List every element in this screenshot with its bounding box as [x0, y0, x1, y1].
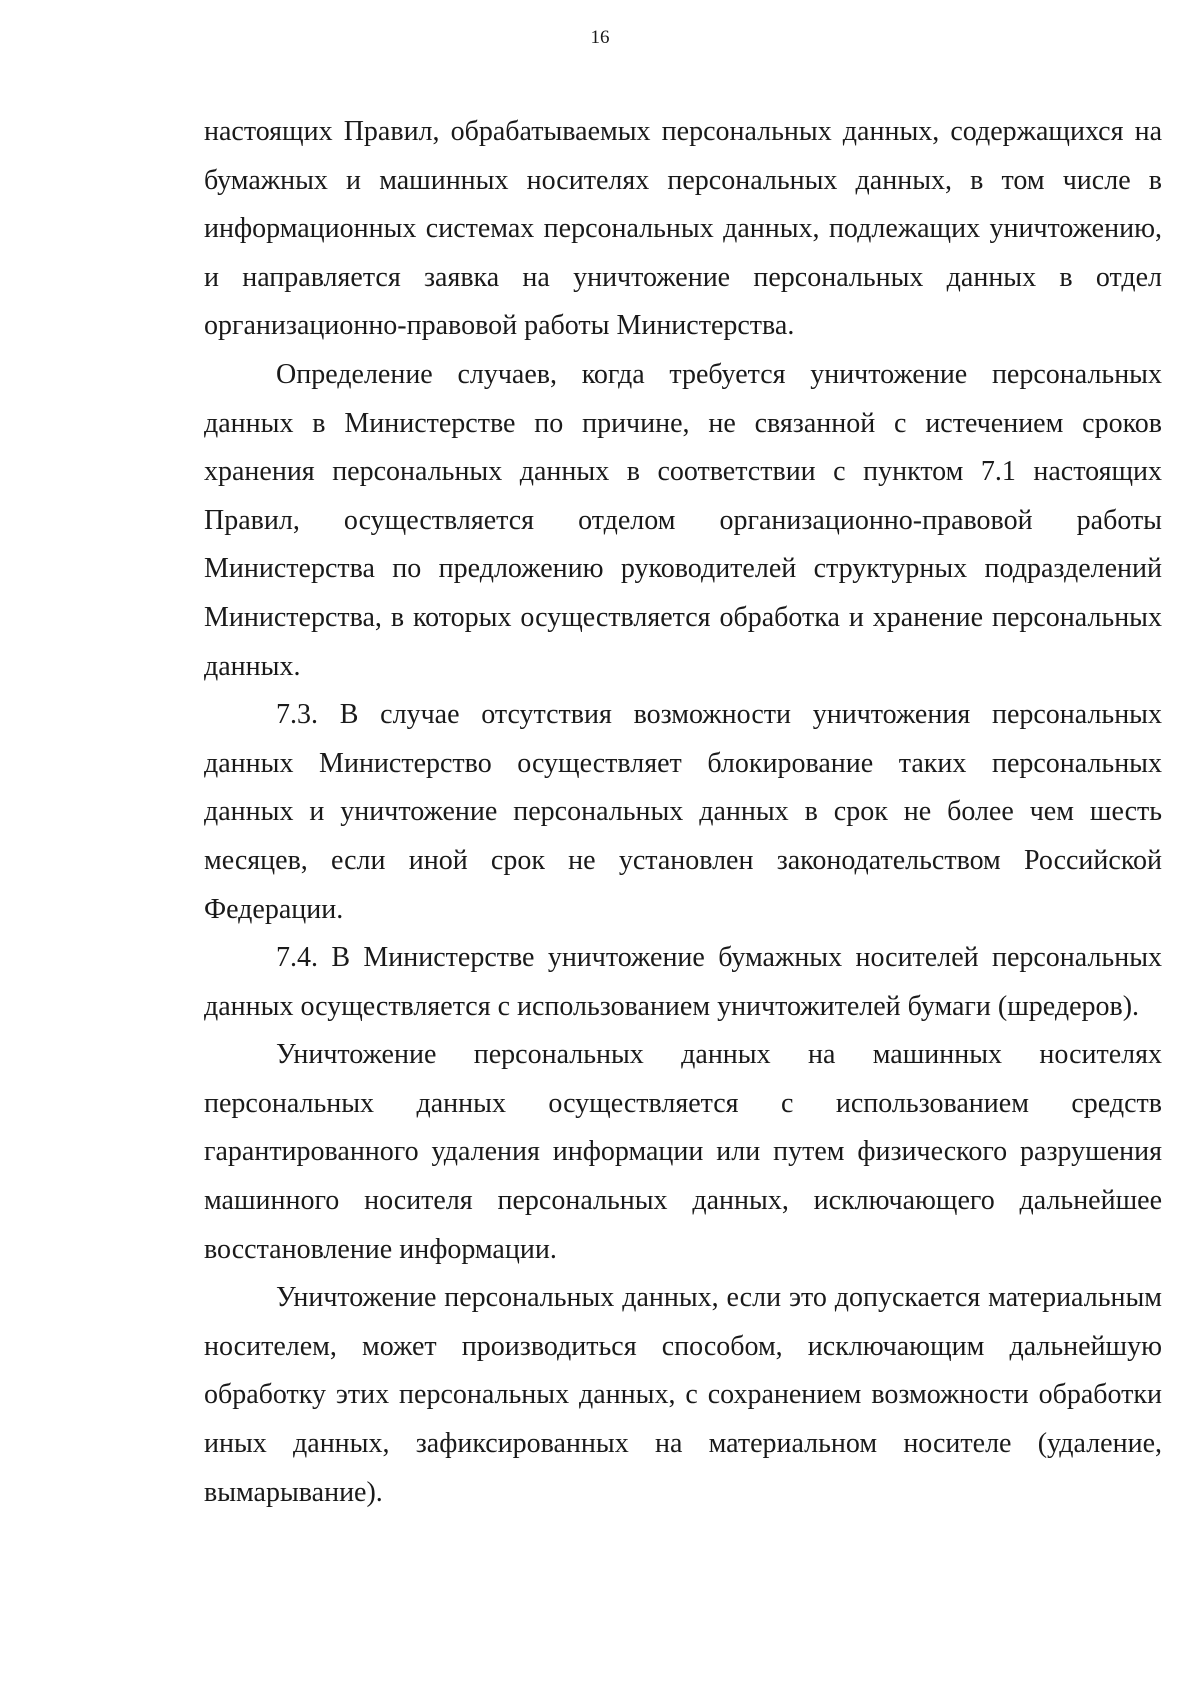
paragraph-7-3: 7.3. В случае отсутствия возможности уничтожения персональных данных Министерство осуществляет блокирование таких персональных данных и уничтожение персональных данных в срок не более чем шесть месяцев, если иной срок не установлен законодательством Российской Федерации.	[204, 699, 1162, 925]
paragraph-machine-media: Уничтожение персональных данных на машинных носителях персональных данных осуществляется с использованием средств гарантированного удаления информации или путем физического разрушения машинного носителя персональных данных, исключающего дальнейшее восстановление информации.	[204, 1039, 1162, 1265]
paragraph-destruction-cases: Определение случаев, когда требуется уничтожение персональных данных в Министерстве по причине, не связанной с истечением сроков хранения персональных данных в соответствии с пунктом 7.1 настоящих Правил, осуществляется отделом организационно-правовой работы Министерства по предложению руководителей структурных подразделений Министерства, в которых осуществляется обработка и хранение персональных данных.	[204, 358, 1162, 682]
document-body	[204, 108, 1162, 1517]
paragraph-material-media: Уничтожение персональных данных, если это допускается материальным носителем, может производиться способом, исключающим дальнейшую обработку этих персональных данных, с сохранением возможности обработки иных данных, зафиксированных на материальном носителе (удаление, вымарывание).	[204, 1282, 1162, 1508]
paragraph-7-4: 7.4. В Министерстве уничтожение бумажных носителей персональных данных осуществляется с использованием уничтожителей бумаги (шредеров).	[204, 942, 1162, 1022]
paragraph-continuation: настоящих Правил, обрабатываемых персональных данных, содержащихся на бумажных и машинных носителях персональных данных, в том числе в информационных системах персональных данных, подлежащих уничтожению, и направляется заявка на уничтожение персональных данных в отдел организационно-правовой работы Министерства.	[204, 116, 1162, 342]
page-number: 16	[590, 27, 610, 48]
